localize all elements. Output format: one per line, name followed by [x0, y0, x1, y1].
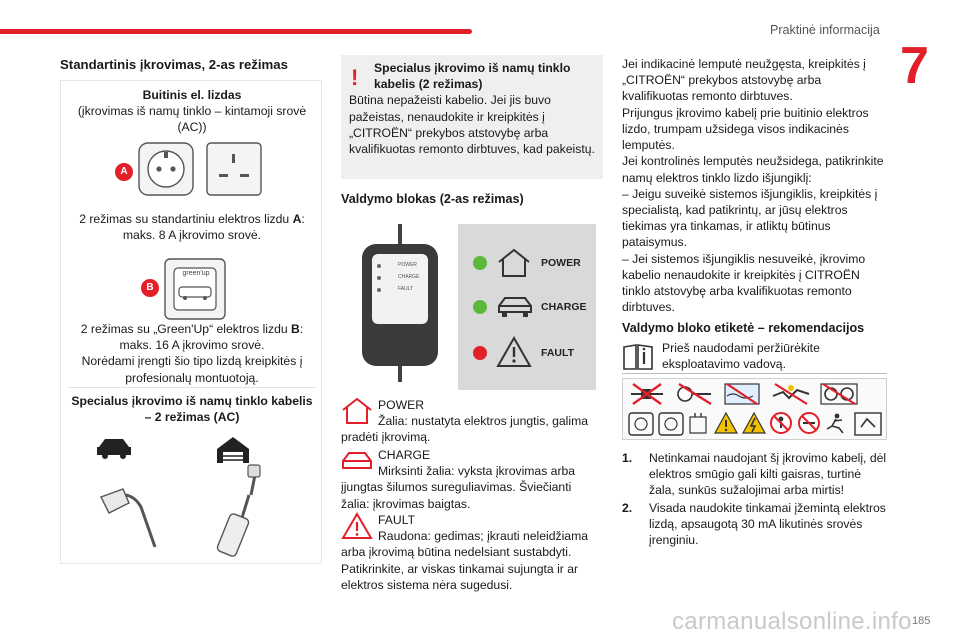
- handling-instruction-icon: [853, 411, 883, 437]
- socket-a-text-end: : maks. 8 A įkrovimo srovė.: [122, 212, 305, 243]
- indicator-fault-desc: Raudona: gedimas; įkrauti neleidžiama arba įkrovimą būtina nedelsiant sustabdyti. Patikrinkite, ar viskas tinkamai sujungta ir ar elektros sistema nėra sugedusi.: [341, 529, 589, 592]
- paragraph-4: – Jeigu suveikė sistemos išjungiklis, kreipkitės į specialistą, kad patikrintų, ar jūsų elektros tiekimas yra tinkamas, ir atliktų būtinus pataisymus.: [622, 186, 878, 250]
- cable-warning-box: [341, 55, 603, 179]
- divider: [69, 387, 315, 388]
- garage-icon: [217, 437, 249, 463]
- paragraph-1: Jei indikacinė lemputė neužgęsta, kreipkitės į „CITROËN“ prekybos atstovybę arba kvalifikuotas remonto dirbtuves.: [622, 57, 866, 104]
- socket-b-letter: B: [291, 322, 300, 336]
- legend-charge-label: CHARGE: [541, 301, 587, 313]
- no-extension-cord-icon: [627, 382, 667, 406]
- socket-b-spec: [71, 321, 313, 353]
- indicator-charge: [341, 447, 603, 512]
- socket-b-advice: Norėdami įrengti šio tipo lizdą kreipkitės į profesionalų montuotoją.: [81, 354, 303, 385]
- power-lamp: [473, 256, 487, 270]
- control-unit-illustration: [350, 224, 450, 382]
- control-unit-title: Valdymo blokas (2-as režimas): [341, 192, 524, 206]
- no-children-icon: [769, 411, 793, 435]
- paragraph-3: Jei kontrolinės lemputės neužsidega, patikrinkite namų elektros tinklo lizdo išjungiklį:: [622, 154, 884, 185]
- list-item: [622, 500, 887, 549]
- household-socket-block: [61, 87, 323, 136]
- car-outline-icon: [496, 294, 534, 320]
- fault-lamp: [473, 346, 487, 360]
- recommendations-list: [622, 450, 887, 549]
- house-icon: [496, 248, 532, 278]
- page-number: 185: [912, 615, 931, 627]
- caution-triangle-icon: [713, 411, 739, 435]
- header-accent-bar: [0, 29, 472, 34]
- socket-b-text: [61, 321, 323, 386]
- electric-shock-icon: [741, 411, 767, 435]
- socket-types-box: [60, 80, 322, 564]
- note-divider: [622, 373, 887, 374]
- indicator-legend: [458, 224, 596, 390]
- no-adapter-icon: [675, 382, 715, 406]
- standard-socket-icon: [115, 141, 265, 197]
- indicator-power-desc: Žalia: nustatyta elektros jungtis, galima pradėti įkrovimą.: [341, 414, 588, 445]
- exclamation-icon: !: [351, 65, 359, 90]
- plug-check-icon: [687, 411, 709, 437]
- household-heading: Buitinis el. lizdas: [142, 88, 242, 102]
- chapter-number: 7: [900, 37, 929, 95]
- indicator-charge-desc: Mirksinti žalia: vyksta įkrovimas arba įjungtas šilumos sureguliavimas. Šviečianti žalia: įkrovimas baigtas.: [341, 464, 576, 511]
- socket-b-text-end: : maks. 16 A įkrovimo srovė.: [119, 322, 304, 353]
- manual-note-text: Prieš naudodami peržiūrėkite eksploatavimo vadovą.: [662, 341, 820, 372]
- list-item-text: Netinkamai naudojant šį įkrovimo kabelį, dėl elektros smūgio gali kilti gaisras, turtinė žala, sunkūs sužalojimai arba mirtis!: [649, 451, 887, 498]
- list-item-number: 1.: [622, 451, 633, 465]
- legend-power-label: POWER: [541, 257, 581, 269]
- warning-icon: [496, 336, 532, 368]
- unit-fault-label: FAULT: [398, 286, 414, 292]
- earth-check-icon: [657, 411, 685, 437]
- charge-lamp: [473, 300, 487, 314]
- list-item: [622, 450, 887, 499]
- manual-note: [622, 340, 887, 372]
- socket-a-text: [61, 211, 323, 243]
- car-icon: [97, 439, 131, 459]
- troubleshooting-text: [622, 56, 887, 316]
- warning-body: Būtina nepažeisti kabelio. Jei jis buvo pažeistas, nenaudokite ir kreipkitės į „CITROËN“ prekybos atstovybę arba kvalifikuotas remonto dirbtuves, kad pakeistų.: [349, 93, 595, 157]
- control-unit-label-pictograms: [622, 378, 887, 440]
- paragraph-5: – Jei sistemos išjungiklis nesuveikė, įkrovimo kabelio nenaudokite ir kreipkitės į CITROËN tinklo atstovybę arba kvalifikuotas remonto dirbtuves.: [622, 251, 866, 315]
- legend-row-fault: [458, 334, 596, 374]
- socket-b-illustration: [141, 257, 261, 323]
- section-title: Standartinis įkrovimas, 2-as režimas: [60, 57, 288, 72]
- indicator-power-name: POWER: [378, 398, 425, 412]
- special-cable-heading: Specialus įkrovimo iš namų tinklo kabelis – 2 režimas (AC): [71, 394, 313, 425]
- greenup-socket-icon: [141, 257, 261, 323]
- socket-a-illustration: [115, 141, 265, 197]
- book-info-icon: [622, 343, 654, 371]
- indicator-fault-name: FAULT: [378, 513, 416, 527]
- label-recommendations-title: Valdymo bloko etiketė – rekomendacijos: [622, 321, 865, 335]
- cable-illustration: [93, 435, 293, 561]
- legend-row-power: [458, 244, 596, 284]
- section-header: Praktinė informacija: [770, 23, 880, 37]
- control-unit-icon: [350, 224, 450, 382]
- socket-b-text-start: 2 režimas su „Green'Up“ elektros lizdu: [80, 322, 292, 336]
- socket-a-text-start: 2 režimas su standartiniu elektros lizdu: [79, 212, 293, 226]
- no-pull-icon: [797, 411, 821, 435]
- badge-b: B: [141, 279, 159, 297]
- indicator-charge-name: CHARGE: [378, 448, 431, 462]
- no-damaged-cable-icon: [771, 382, 811, 406]
- greenup-label: green'up: [182, 270, 210, 277]
- legend-fault-label: FAULT: [541, 347, 575, 359]
- socket-check-icon: [627, 411, 657, 437]
- paragraph-2: Prijungus įkrovimo kabelį prie buitinio elektros lizdo, trumpam užsidega visos indikacinės lemputės.: [622, 105, 869, 153]
- indicator-power: [341, 397, 603, 446]
- badge-a: A: [115, 163, 133, 181]
- unit-power-label: POWER: [398, 262, 417, 268]
- watermark: carmanualsonline.info: [672, 608, 912, 635]
- indicator-fault: [341, 512, 603, 593]
- unit-charge-label: CHARGE: [398, 274, 420, 280]
- list-item-text: Visada naudokite tinkamai įžemintą elektros lizdą, apsaugotą 30 mA likutinės srovės įrenginiu.: [649, 500, 886, 548]
- trip-hazard-icon: [823, 411, 849, 435]
- no-water-icon: [723, 382, 761, 406]
- household-subheading: (įkrovimas iš namų tinklo – kintamoji srovė (AC)): [77, 104, 307, 135]
- list-item-number: 2.: [622, 500, 633, 515]
- socket-a-letter: A: [292, 212, 302, 226]
- warning-title: Specialus įkrovimo iš namų tinklo kabelis (2 režimas): [374, 61, 571, 92]
- legend-row-charge: [458, 288, 596, 328]
- no-cable-reel-icon: [819, 382, 859, 406]
